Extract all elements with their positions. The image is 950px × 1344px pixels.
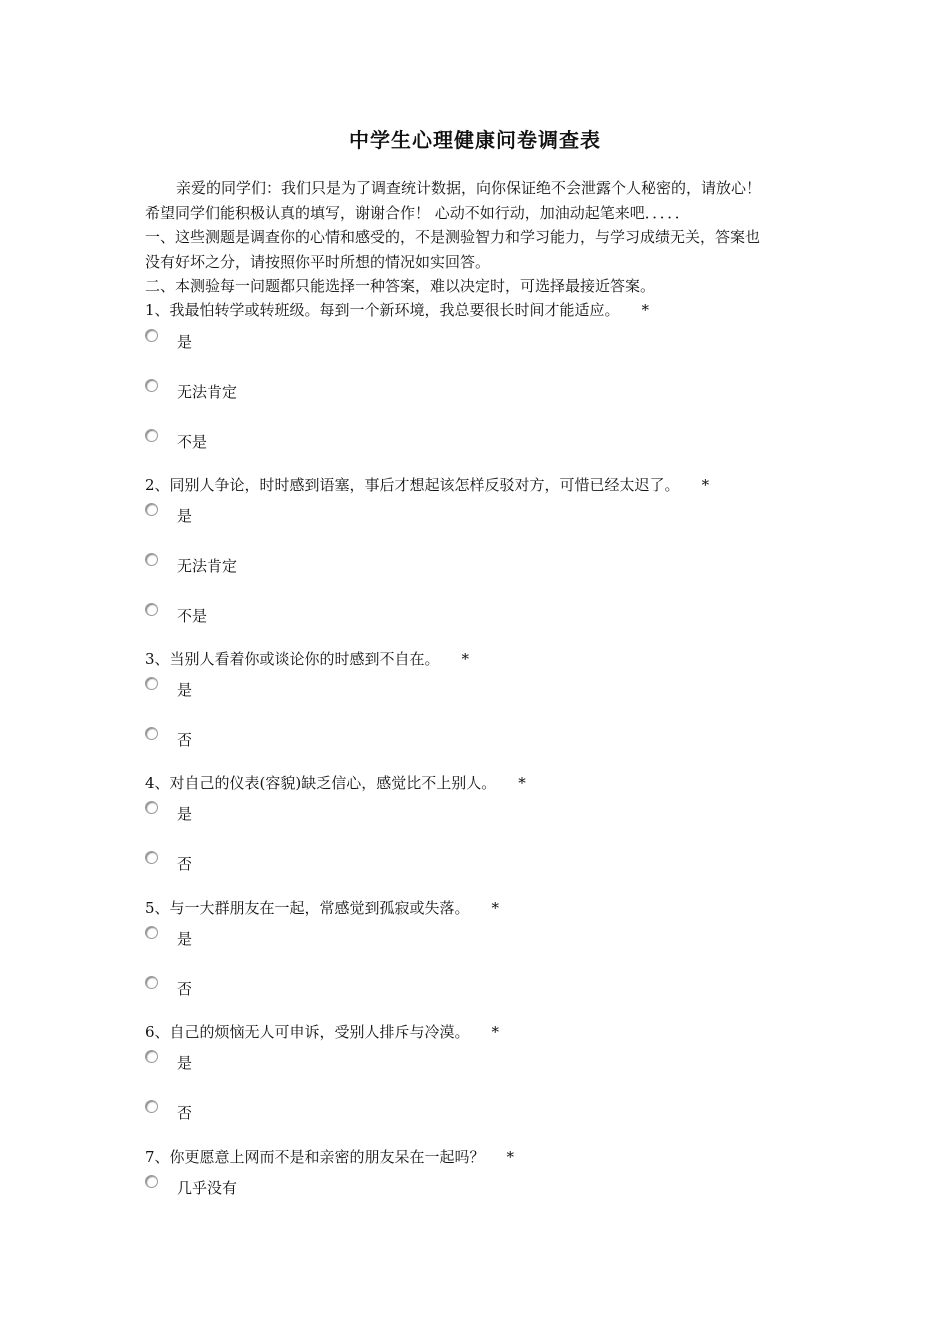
question-text: 3、当别人看着你或谈论你的时感到不自在。 xyxy=(145,650,440,668)
radio-button[interactable] xyxy=(145,379,158,392)
option-label: 是 xyxy=(177,507,193,525)
option-label: 不是 xyxy=(177,607,208,625)
option-label: 是 xyxy=(177,805,193,823)
option-label: 否 xyxy=(177,1104,193,1122)
intro-line: 希望同学们能积极认真的填写，谢谢合作！ 心动不如行动，加油动起笔来吧．．．．． xyxy=(145,203,690,222)
question-3 xyxy=(145,648,469,670)
radio-button[interactable] xyxy=(145,677,158,690)
page-title: 中学生心理健康问卷调查表 xyxy=(349,128,601,152)
radio-button[interactable] xyxy=(145,727,158,740)
option-label: 否 xyxy=(177,980,193,998)
option-label: 几乎没有 xyxy=(177,1179,238,1197)
intro-line: 一、这些测题是调查你的心情和感受的，不是测验智力和学习能力，与学习成绩无关，答案也 xyxy=(145,228,761,246)
option-label: 否 xyxy=(177,731,193,749)
radio-button[interactable] xyxy=(145,851,158,864)
question-5 xyxy=(145,897,499,919)
question-1 xyxy=(145,299,649,321)
required-mark: * xyxy=(641,301,650,319)
radio-button[interactable] xyxy=(145,429,158,442)
question-2 xyxy=(145,474,709,496)
intro-line: 二、本测验每一问题都只能选择一种答案，难以决定时，可选择最接近答案。 xyxy=(145,277,656,295)
option-label: 是 xyxy=(177,930,193,948)
question-6 xyxy=(145,1021,499,1043)
option-label: 是 xyxy=(177,333,193,351)
intro-text xyxy=(145,176,825,299)
radio-button[interactable] xyxy=(145,503,158,516)
option-label: 无法肯定 xyxy=(177,383,238,401)
radio-button[interactable] xyxy=(145,1050,158,1063)
question-text: 6、自己的烦恼无人可申诉，受别人排斥与冷漠。 xyxy=(145,1023,470,1041)
question-text: 4、对自己的仪表(容貌)缺乏信心，感觉比不上别人。 xyxy=(145,774,497,792)
radio-button[interactable] xyxy=(145,329,158,342)
question-text: 1、我最怕转学或转班级。每到一个新环境，我总要很长时间才能适应。 xyxy=(145,301,620,319)
radio-button[interactable] xyxy=(145,926,158,939)
required-mark: * xyxy=(701,476,710,494)
intro-line: 没有好坏之分，请按照你平时所想的情况如实回答。 xyxy=(145,252,491,271)
required-mark: * xyxy=(506,1148,515,1166)
radio-button[interactable] xyxy=(145,801,158,814)
option-label: 否 xyxy=(177,855,193,873)
question-text: 7、你更愿意上网而不是和亲密的朋友呆在一起吗？ xyxy=(145,1148,485,1166)
radio-button[interactable] xyxy=(145,553,158,566)
intro-line: 亲爱的同学们：我们只是为了调查统计数据，向你保证绝不会泄露个人秘密的，请放心！ xyxy=(176,179,762,197)
radio-button[interactable] xyxy=(145,1100,158,1113)
required-mark: * xyxy=(461,650,470,668)
radio-button[interactable] xyxy=(145,976,158,989)
question-7 xyxy=(145,1146,514,1168)
option-label: 是 xyxy=(177,1054,193,1072)
radio-button[interactable] xyxy=(145,1175,158,1188)
radio-button[interactable] xyxy=(145,603,158,616)
required-mark: * xyxy=(491,899,500,917)
required-mark: * xyxy=(491,1023,500,1041)
question-text: 5、与一大群朋友在一起，常感觉到孤寂或失落。 xyxy=(145,899,470,917)
required-mark: * xyxy=(518,774,526,792)
option-label: 是 xyxy=(177,681,193,699)
question-text: 2、同别人争论，时时感到语塞，事后才想起该怎样反驳对方，可惜已经太迟了。 xyxy=(145,476,680,494)
option-label: 不是 xyxy=(177,433,208,451)
question-4 xyxy=(145,772,526,794)
option-label: 无法肯定 xyxy=(177,557,238,575)
